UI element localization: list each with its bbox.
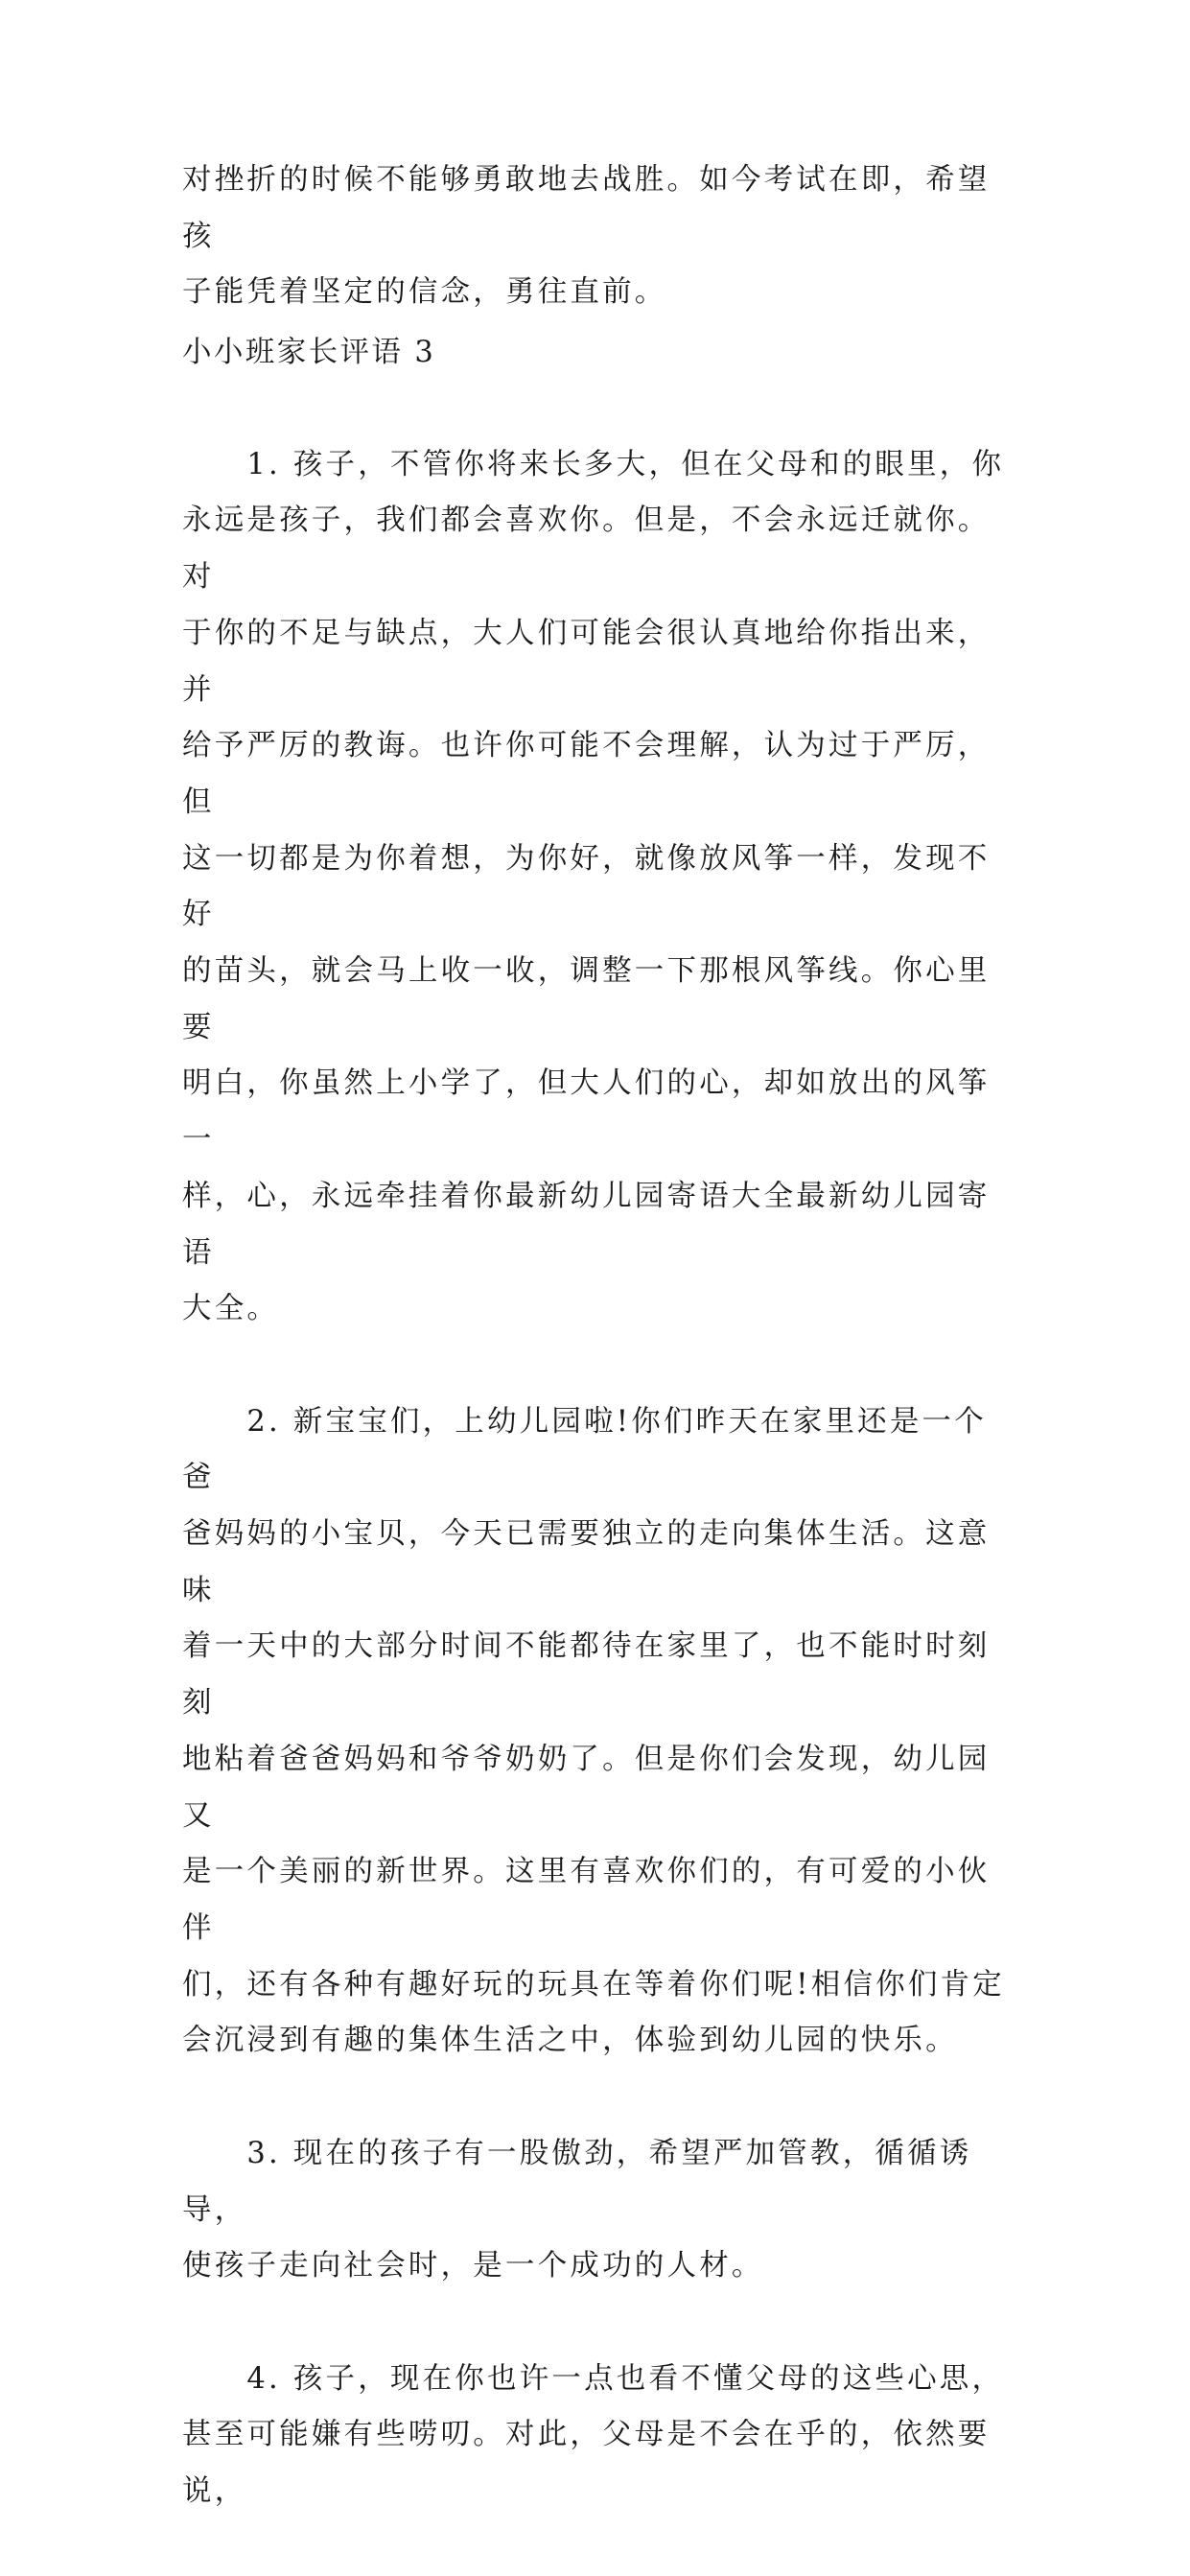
comment-item-2: 2. 新宝宝们，上幼儿园啦!你们昨天在家里还是一个爸 爸妈妈的小宝贝，今天已需要独立的走向集体生活。这意味 着一天中的大部分时间不能都待在家里了，也不能时时刻刻 地粘着爸爸妈妈和爷爷奶奶了。但是你们会发现，幼儿园又 是一个美丽的新世界。这里有喜欢你们的，有可爱的小伙伴 们，还有各种有趣好玩的玩具在等着你们呢!相信你们肯定 会沉浸到有趣的集体生活之中，体验到幼儿园的快乐。 xyxy=(182,1404,1005,2058)
comment-item-4: 4. 孩子，现在你也许一点也看不懂父母的这些心思， 甚至可能嫌有些唠叨。对此，父母是不会在乎的，依然要说， xyxy=(182,2361,1005,2509)
continuation-paragraph: 对挫折的时候不能够勇敢地去战胜。如今考试在即，希望孩 子能凭着坚定的信念，勇往直前。 xyxy=(182,163,991,310)
section-heading: 小小班家长评语 3 xyxy=(182,336,436,369)
comment-list xyxy=(182,381,1008,2576)
comment-item-1: 1. 孩子，不管你将来长多大，但在父母和的眼里，你 永远是孩子，我们都会喜欢你。但是，不会永远迁就你。对 于你的不足与缺点，大人们可能会很认真地给你指出来，并 给予严厉的教诲。也许你可能不会理解，认为过于严厉，但 这一切都是为你着想，为你好，就像放风筝一样，发现不好 的苗头，就会马上收一收，调整一下那根风筝线。你心里要 明白，你虽然上小学了，但大人们的心，却如放出的风筝一 样，心，永远牵挂着你最新幼儿园寄语大全最新幼儿园寄语 大全。 xyxy=(182,447,1005,1326)
comment-item-3: 3. 现在的孩子有一股傲劲，希望严加管教，循循诱导， 使孩子走向社会时，是一个成功的人材。 xyxy=(182,2136,972,2283)
